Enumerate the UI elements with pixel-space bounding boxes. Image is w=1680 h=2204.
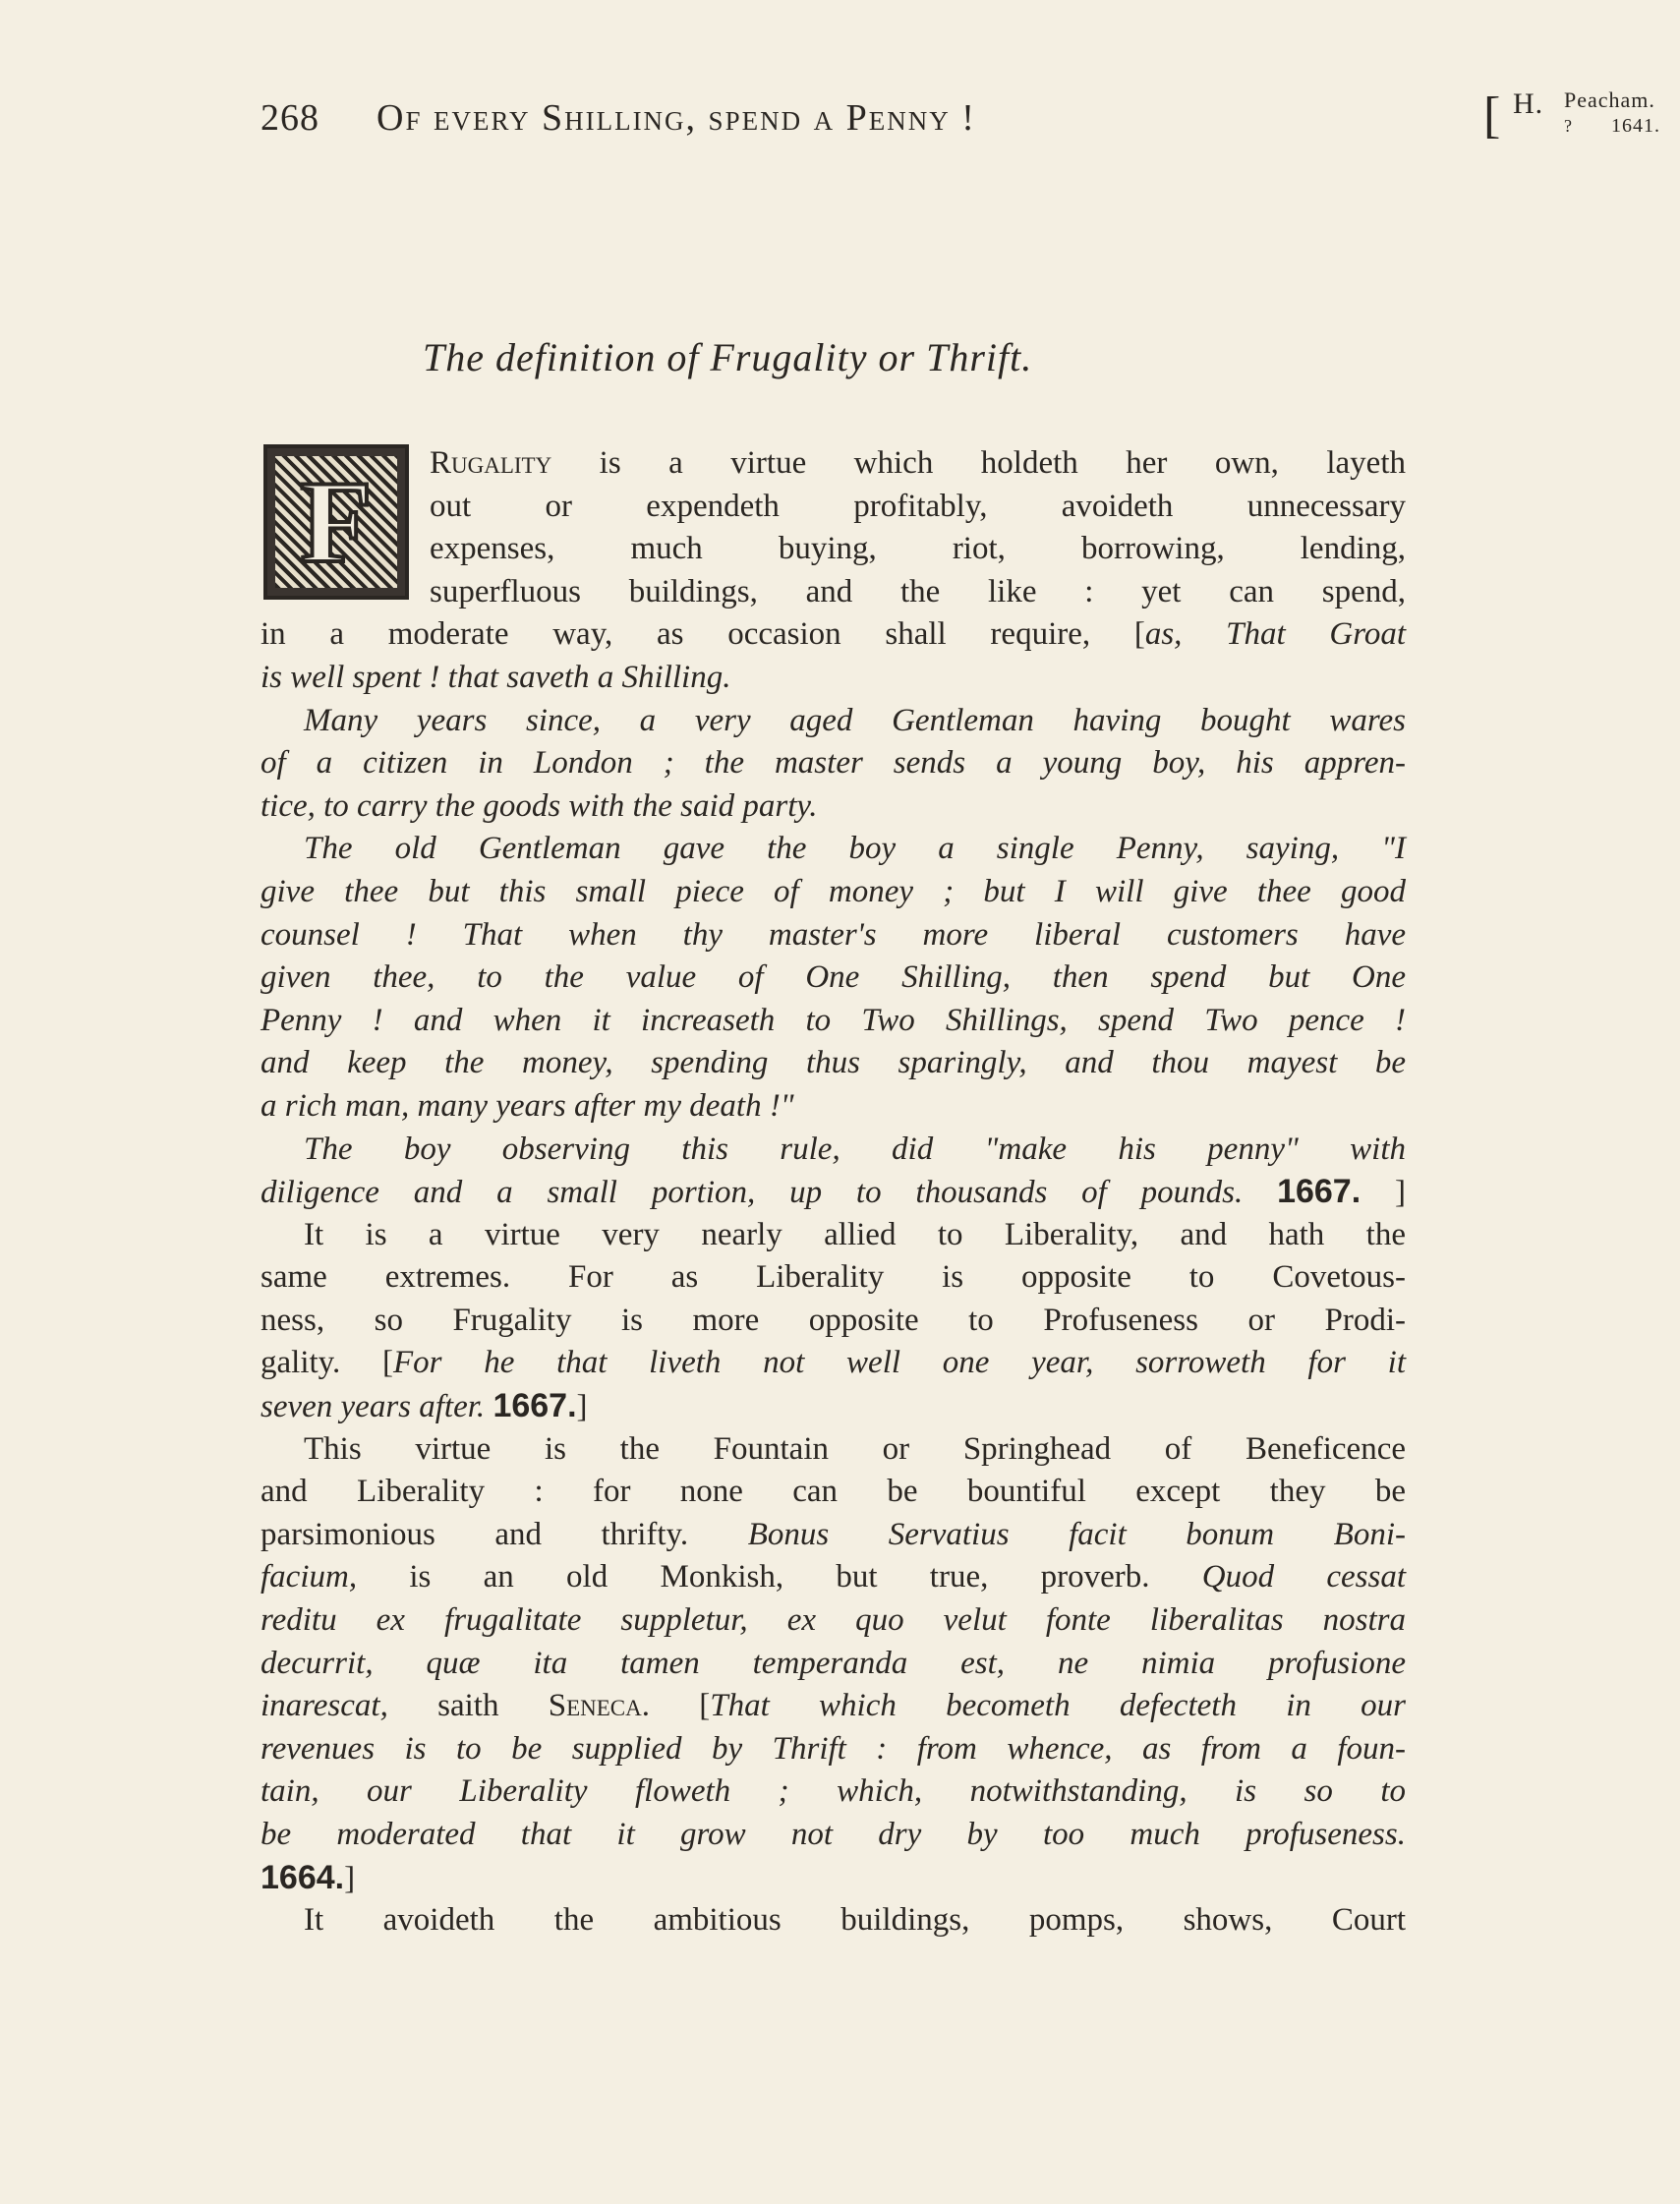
text-segment: seven years after. <box>261 1389 493 1425</box>
author-initial: H. <box>1513 87 1544 120</box>
text-segment: is a virtue which holdeth her own, layeth <box>551 445 1406 481</box>
text-line <box>261 442 1406 486</box>
text-segment: Many years since, a very aged Gentleman having bought wares <box>304 702 1406 738</box>
author-query: ? <box>1564 116 1573 136</box>
text-segment: out or expendeth profitably, avoideth unnecessary <box>430 488 1406 524</box>
text-line <box>261 828 1406 871</box>
text-segment: give thee but this small piece of money ; but I will give thee good <box>261 873 1406 909</box>
text-segment: Seneca. <box>548 1688 650 1724</box>
author-name: Peacham. <box>1564 87 1655 112</box>
text-segment: gality. [ <box>261 1345 393 1381</box>
text-segment: is an old Monkish, but true, proverb. <box>357 1559 1202 1595</box>
text-segment: [ <box>649 1688 711 1724</box>
text-segment: It avoideth the ambitious buildings, pomps, shows, Court <box>304 1902 1406 1939</box>
text-line <box>261 1770 1406 1814</box>
text-line <box>261 1300 1406 1343</box>
text-line <box>261 871 1406 914</box>
text-line <box>261 1385 1406 1428</box>
text-line <box>261 785 1406 829</box>
text-line <box>261 613 1406 657</box>
running-title: Of every Shilling, spend a Penny ! <box>377 97 976 139</box>
text-segment: be moderated that it grow not dry by too much profuseness. <box>261 1817 1406 1852</box>
text-line <box>261 1514 1406 1557</box>
text-line <box>261 1342 1406 1385</box>
text-line <box>261 1556 1406 1599</box>
text-segment: It is a virtue very nearly allied to Liberality, and hath the <box>304 1216 1406 1252</box>
text-line <box>261 1471 1406 1514</box>
text-line <box>261 742 1406 785</box>
text-segment: This virtue is the Fountain or Springhead of Beneficence <box>304 1430 1406 1467</box>
edition-year: 1667. <box>1277 1173 1361 1211</box>
text-segment: Penny ! and when it increaseth to Two Shillings, spend Two pence ! <box>261 1002 1406 1038</box>
text-line <box>261 1129 1406 1172</box>
author-year: 1641. <box>1611 115 1660 137</box>
text-line <box>261 700 1406 743</box>
drop-cap-letter: F <box>300 456 373 587</box>
text-segment: saith <box>387 1688 549 1724</box>
section-title: The definition of Frugality or Thrift. <box>423 335 1033 379</box>
text-line <box>261 486 1406 529</box>
text-segment: For he that liveth not well one year, sorroweth for it <box>392 1345 1406 1381</box>
text-line <box>261 1042 1406 1085</box>
text-segment: tain, our Liberality floweth ; which, notwithstanding, is so to <box>261 1773 1406 1810</box>
text-line <box>261 1857 1406 1900</box>
text-segment: That which becometh defecteth in our <box>710 1688 1406 1724</box>
text-segment: ness, so Frugality is more opposite to Profuseness or Prodi- <box>261 1302 1406 1338</box>
text-line <box>261 1899 1406 1943</box>
text-segment: Rugality <box>430 445 552 481</box>
text-segment: counsel ! That when thy master's more liberal customers have <box>261 916 1406 953</box>
text-segment: ] <box>344 1860 356 1896</box>
text-line <box>261 1171 1406 1214</box>
text-segment: Bonus Servatius facit bonum Boni- <box>747 1516 1406 1552</box>
text-line <box>261 657 1406 700</box>
text-line <box>261 1728 1406 1771</box>
text-line <box>261 1214 1406 1257</box>
text-segment: Quod cessat <box>1201 1559 1406 1595</box>
header-bracket: [ <box>1483 87 1502 144</box>
text-line <box>261 1643 1406 1686</box>
edition-year: 1667. <box>492 1387 577 1425</box>
running-header <box>261 87 1660 145</box>
text-segment: as, That Groat <box>1144 616 1406 653</box>
text-segment: parsimonious and thrifty. <box>261 1516 748 1552</box>
text-line <box>261 1428 1406 1472</box>
text-segment: in a moderate way, as occasion shall require, [ <box>261 616 1145 653</box>
text-line <box>261 1599 1406 1643</box>
text-segment: revenues is to be supplied by Thrift : from whence, as from a foun- <box>261 1730 1406 1767</box>
text-segment: reditu ex frugalitate suppletur, ex quo velut fonte liberalitas nostra <box>261 1602 1406 1639</box>
text-line <box>261 1814 1406 1857</box>
text-segment: ] <box>576 1389 588 1425</box>
text-segment: inarescat, <box>261 1688 388 1724</box>
text-segment: given thee, to the value of One Shilling, then spend but One <box>261 959 1406 996</box>
text-line <box>261 1685 1406 1728</box>
text-segment: superfluous buildings, and the like : yet can spend, <box>430 573 1406 609</box>
text-segment: expenses, much buying, riot, borrowing, lending, <box>430 531 1406 567</box>
text-segment: of a citizen in London ; the master sends a young boy, his appren- <box>261 745 1406 782</box>
text-line <box>261 1000 1406 1043</box>
text-line <box>261 528 1406 571</box>
text-segment: diligence and a small portion, up to thousands of pounds. <box>261 1175 1278 1211</box>
text-segment: The old Gentleman gave the boy a single Penny, saying, "I <box>304 831 1406 867</box>
text-segment: ] <box>1361 1175 1407 1211</box>
text-segment: and Liberality : for none can be bountiful except they be <box>261 1474 1406 1510</box>
text-segment: tice, to carry the goods with the said party. <box>261 787 818 824</box>
text-line <box>261 914 1406 957</box>
text-line <box>261 1256 1406 1300</box>
text-line <box>261 1085 1406 1129</box>
body-text <box>261 442 1406 1943</box>
text-segment: decurrit, quæ ita tamen temperanda est, ne nimia profusione <box>261 1645 1406 1681</box>
text-line <box>261 957 1406 1000</box>
edition-year: 1664. <box>261 1858 345 1896</box>
text-segment: same extremes. For as Liberality is opposite to Covetous- <box>261 1259 1406 1296</box>
text-segment: facium, <box>261 1559 358 1595</box>
text-segment: is well spent ! that saveth a Shilling. <box>261 659 731 695</box>
text-segment: a rich man, many years after my death !" <box>261 1087 794 1124</box>
text-segment: and keep the money, spending thus sparingly, and thou mayest be <box>261 1045 1406 1081</box>
page-number: 268 <box>261 97 319 139</box>
text-segment: The boy observing this rule, did "make his penny" with <box>304 1131 1406 1167</box>
text-line <box>261 571 1406 614</box>
